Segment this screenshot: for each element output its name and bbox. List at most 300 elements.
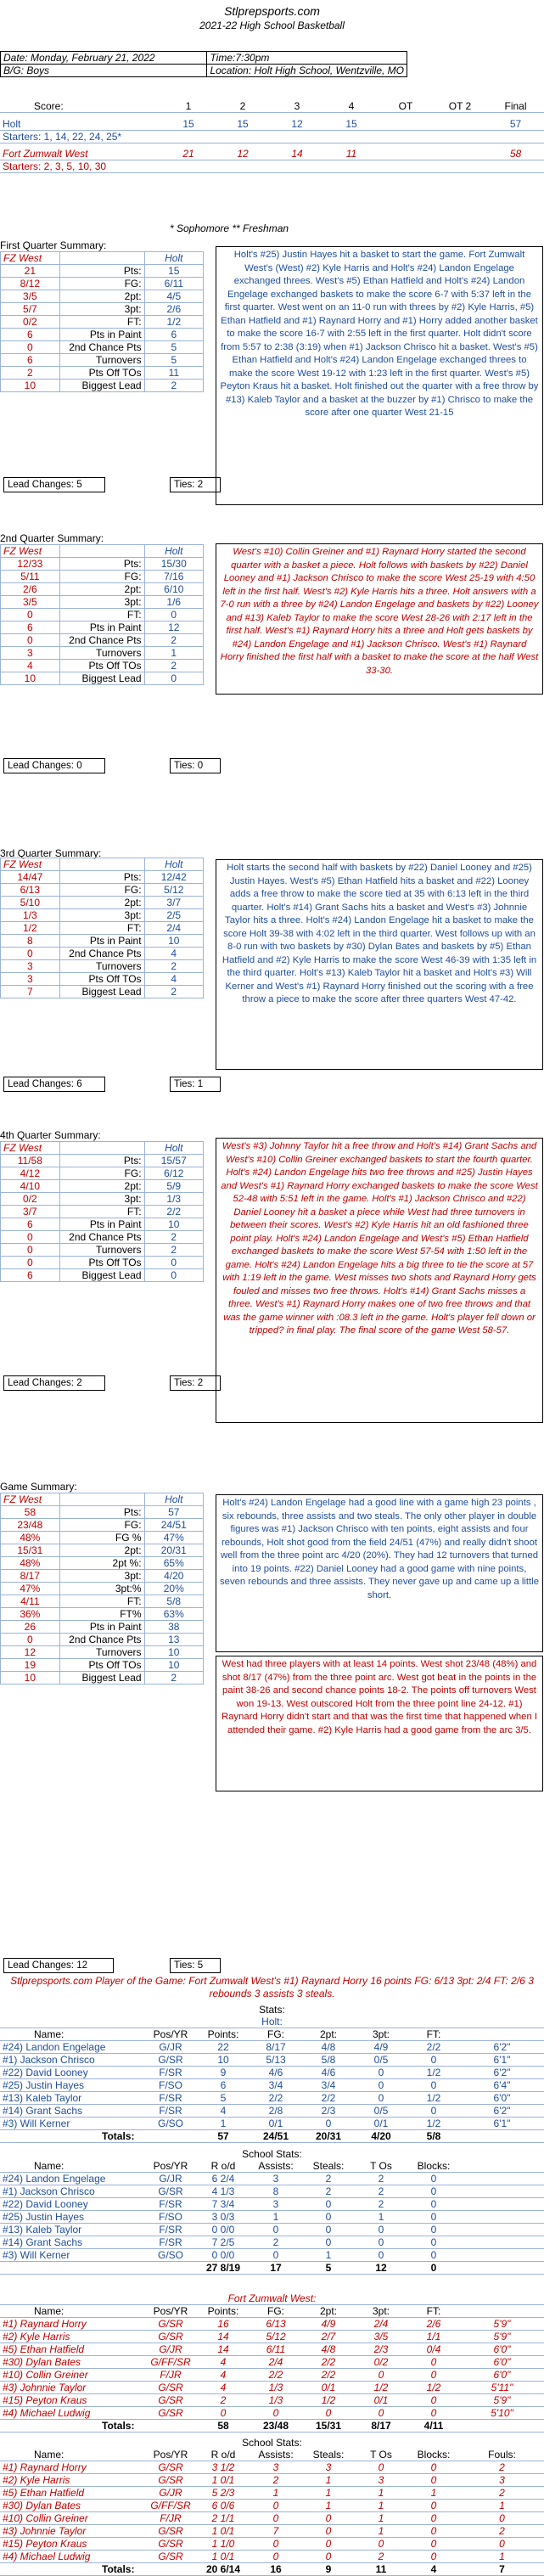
player-stat: 1 1/0 (197, 2538, 250, 2551)
away-stat-value: 8/17 (1, 1570, 60, 1583)
player-stat: 5'9" (460, 2318, 544, 2331)
stat-label: 2pt: (59, 583, 144, 596)
player-name: #25) Justin Hayes (0, 2079, 144, 2092)
home-head: Holt (144, 252, 203, 265)
away-stat-value: 26 (1, 1621, 60, 1634)
player-stat: 6'1" (460, 2054, 544, 2067)
west_box-player-row (0, 2343, 544, 2356)
player-name: #22) David Looney (0, 2198, 144, 2211)
summary-stat-row (1, 1608, 204, 1621)
player-stat: 0 (407, 2211, 460, 2224)
player-stat: F/SR (144, 2092, 197, 2105)
away-stat-value: 5/7 (1, 303, 60, 316)
player-stat: 5/13 (250, 2054, 302, 2067)
player-stat: 0 (407, 2500, 460, 2512)
away-q2: 12 (216, 148, 270, 160)
away-stat-value: 1/3 (1, 909, 60, 922)
stat-label: 3pt: (59, 1570, 144, 1583)
player-stat: 2 (460, 2461, 544, 2474)
player-stat: 1/2 (407, 2067, 460, 2079)
away-stat-value: 0 (1, 341, 60, 354)
player-stat: 0 (302, 2538, 355, 2551)
west_box-team-name: Fort Zumwalt West: (0, 2292, 544, 2305)
stat-label: Pts in Paint (59, 622, 144, 634)
player-name: #3) Johnnie Taylor (0, 2525, 144, 2538)
quarter-stat-row (1, 1206, 204, 1218)
stat-label: Pts: (59, 265, 144, 278)
holt_box-player-row (0, 2118, 544, 2130)
player-stat: 0/5 (355, 2105, 407, 2118)
stat-label: FT: (59, 316, 144, 329)
quarter-title-4: 4th Quarter Summary: (0, 1129, 101, 1141)
home-stat-value: 12 (144, 622, 203, 634)
player-stat (460, 2236, 544, 2249)
holt_school-table (0, 2148, 544, 2275)
total-stat (460, 2262, 544, 2275)
game-gender: B/G: Boys (1, 65, 207, 77)
total-stat: 4/20 (355, 2130, 407, 2143)
home-stat-value: 4/20 (144, 1570, 203, 1583)
player-stat: 0/1 (250, 2118, 302, 2130)
stat-label: 2nd Chance Pts (59, 341, 144, 354)
ties-2: Ties: 0 (170, 758, 221, 773)
quarter-stat-row (1, 871, 204, 884)
player-stat: 2/3 (355, 2343, 407, 2356)
stat-label: Pts in Paint (59, 935, 144, 948)
quarter-stat-row (1, 948, 204, 960)
home-stat-value: 2 (144, 660, 203, 672)
west_box-head-row (0, 2305, 544, 2318)
stat-label: 3pt: (59, 1193, 144, 1206)
quarter-stat-row (1, 1269, 204, 1282)
west_school-table (0, 2437, 544, 2576)
quarter-stats-head (1, 545, 204, 558)
home-stat-value: 15/57 (144, 1155, 203, 1167)
player-stat: 2 (250, 2236, 302, 2249)
stat-label: Biggest Lead (59, 1672, 144, 1685)
quarter-stat-row (1, 647, 204, 660)
summary-story-holt: Holt's #24) Landon Engelage had a good line with a game high 23 points , six rebounds, three assists and two steals. The only other player in double figures was #1) Jackson Chrisco with ten points, eight assists and four rebounds, Holt shot good from the field 24/51 (47%) and really didn't shoot well from the three point arc 4/20 (20%). They had 12 turnovers that turned into 19 points. #22) Daniel Looney had a good game with nine points, seven rebounds and three assists. They never gave up and came up a little short. (216, 1494, 543, 1652)
home-stat-value: 2/6 (144, 303, 203, 316)
player-stat: 3 (250, 2198, 302, 2211)
player-stat: 3 (460, 2474, 544, 2487)
holt_school-col-head: Pos/YR (144, 2160, 197, 2173)
total-stat: 23/48 (250, 2420, 302, 2433)
player-stat: 9 (197, 2067, 250, 2079)
west_box-col-head: Pos/YR (144, 2305, 197, 2318)
player-stat: 0 (355, 2461, 407, 2474)
away-stat-value: 6 (1, 622, 60, 634)
player-stat: 3/4 (250, 2079, 302, 2092)
player-stat: 0 (302, 2236, 355, 2249)
player-name: #3) Will Kerner (0, 2118, 144, 2130)
quarter-stats-head (1, 858, 204, 871)
holt_box-col-head: 2pt: (302, 2028, 355, 2041)
player-stat: 2 (355, 2551, 407, 2563)
home-head: Holt (144, 1142, 203, 1155)
total-stat: 16 (250, 2563, 302, 2576)
quarter-stat-row (1, 265, 204, 278)
player-stat: 3 0/3 (197, 2211, 250, 2224)
player-stat: 0 (250, 2551, 302, 2563)
west_school-col-head: R o/d (197, 2449, 250, 2461)
home-head: Holt (144, 858, 203, 871)
player-stat: 2 (460, 2487, 544, 2500)
player-stat: 6/13 (250, 2318, 302, 2331)
player-stat: 2 (302, 2173, 355, 2185)
player-stat: 1/3 (250, 2394, 302, 2407)
home-stat-value: 2 (144, 960, 203, 973)
player-stat: 1 (250, 2487, 302, 2500)
player-stat: 2 (250, 2474, 302, 2487)
player-stat: 4/8 (302, 2041, 355, 2054)
quarter-stat-row (1, 1167, 204, 1180)
holt_box-col-head: Name: (0, 2028, 144, 2041)
home-team-name: Holt (0, 118, 161, 131)
home-stat-value: 5/9 (144, 1180, 203, 1193)
west_box-player-row (0, 2394, 544, 2407)
player-stat: G/SO (144, 2249, 197, 2262)
score-table (0, 100, 544, 173)
player-of-the-game: Stlprepsports.com Player of the Game: Fort Zumwalt West's #1) Raynard Horry 16 points FG: 6/13 3pt: 2/4 FT: 2/6 3 rebounds 3 assists 3 steals. (10, 1975, 534, 1999)
player-name: #4) Michael Ludwig (0, 2551, 144, 2563)
player-stat: G/SR (144, 2318, 197, 2331)
away-head: FZ West (1, 252, 60, 265)
stat-label: Turnovers (59, 1244, 144, 1257)
stat-label: Pts: (59, 1506, 144, 1519)
stat-label: 2pt: (59, 290, 144, 303)
quarter-stat-row (1, 1231, 204, 1244)
player-stat: 3 (355, 2474, 407, 2487)
player-stat: 1 (302, 2249, 355, 2262)
player-name: #1) Raynard Horry (0, 2461, 144, 2474)
player-stat: 2 (355, 2185, 407, 2198)
away-stat-value: 0 (1, 1634, 60, 1646)
player-stat: 1 (460, 2500, 544, 2512)
player-stat: 1/2 (355, 2382, 407, 2394)
west_school-total-row (0, 2563, 544, 2576)
player-stat: G/SR (144, 2407, 197, 2420)
stat-label: 2nd Chance Pts (59, 634, 144, 647)
player-stat: 0 (355, 2079, 407, 2092)
stat-label: 2nd Chance Pts (59, 948, 144, 960)
player-stat: 2/4 (355, 2318, 407, 2331)
west_box-col-head (460, 2305, 544, 2318)
player-stat: 5'10" (460, 2407, 544, 2420)
game-date: Date: Monday, February 21, 2022 (1, 52, 207, 65)
quarter-stat-row (1, 960, 204, 973)
holt_school-player-row (0, 2198, 544, 2211)
stat-label: FG: (59, 1519, 144, 1532)
ties-1: Ties: 2 (170, 477, 221, 492)
west_school-player-row (0, 2512, 544, 2525)
player-stat: 0 (460, 2512, 544, 2525)
player-stat: G/SR (144, 2525, 197, 2538)
player-stat: 0 (407, 2198, 460, 2211)
player-stat: 4/8 (302, 2343, 355, 2356)
total-stat (144, 2420, 197, 2433)
home-stat-value: 7/16 (144, 571, 203, 583)
quarter-stat-row (1, 1193, 204, 1206)
home-stat-value: 5 (144, 341, 203, 354)
holt_school-player-row (0, 2211, 544, 2224)
summary-stat-row (1, 1583, 204, 1595)
player-stat: 0/1 (355, 2394, 407, 2407)
home-stat-value: 1 (144, 647, 203, 660)
away-stat-value: 10 (1, 672, 60, 685)
score-h-ot: OT (379, 100, 433, 113)
player-stat: 0 (250, 2538, 302, 2551)
home-stat-value: 6/11 (144, 278, 203, 290)
away-q3: 14 (270, 148, 324, 160)
home-stat-value: 2 (144, 1672, 203, 1685)
player-stat: 5 (197, 2092, 250, 2105)
player-stat: 2/4 (250, 2356, 302, 2369)
holt_box-table (0, 2004, 544, 2143)
player-stat: 1 (355, 2211, 407, 2224)
player-stat: 0 (407, 2249, 460, 2262)
ties-3: Ties: 1 (170, 1077, 221, 1092)
quarter-stat-row (1, 278, 204, 290)
holt_box-title: Stats: (259, 2004, 285, 2016)
player-stat (460, 2198, 544, 2211)
player-stat: G/SR (144, 2185, 197, 2198)
summary-stat-row (1, 1519, 204, 1532)
away-stat-value: 23/48 (1, 1519, 60, 1532)
player-stat: 7 (250, 2525, 302, 2538)
player-stat: 0 (407, 2551, 460, 2563)
home-stat-value: 2/2 (144, 1206, 203, 1218)
west_box-player-row (0, 2356, 544, 2369)
away-stat-value: 0 (1, 948, 60, 960)
holt_box-head-row (0, 2028, 544, 2041)
stat-label: 2nd Chance Pts (59, 1231, 144, 1244)
player-name: #24) Landon Engelage (0, 2041, 144, 2054)
player-stat: 2 1/1 (197, 2512, 250, 2525)
player-stat: 0/1 (355, 2118, 407, 2130)
home-stat-value: 6 (144, 329, 203, 341)
player-stat: 2 (460, 2525, 544, 2538)
stat-label: Biggest Lead (59, 986, 144, 998)
stat-label: FG: (59, 1167, 144, 1180)
player-stat: 0/1 (302, 2382, 355, 2394)
player-stat: 0 (302, 2407, 355, 2420)
player-stat: 10 (197, 2054, 250, 2067)
away-stat-value: 2 (1, 367, 60, 380)
player-stat: 0 (302, 2118, 355, 2130)
away-ot (379, 148, 433, 160)
totals-label (0, 2262, 144, 2275)
player-stat: 0 (355, 2092, 407, 2105)
holt_box-team-name: Holt: (0, 2016, 544, 2028)
player-stat: 1 0/1 (197, 2474, 250, 2487)
holt_school-col-head: Steals: (302, 2160, 355, 2173)
player-stat: 5/12 (250, 2331, 302, 2343)
quarter-stat-row (1, 660, 204, 672)
holt_school-head-row (0, 2160, 544, 2173)
player-stat: 1/1 (407, 2331, 460, 2343)
player-stat: 0 (302, 2198, 355, 2211)
stat-label: 3pt: (59, 909, 144, 922)
quarter-stats-table-2 (0, 544, 204, 685)
quarter-stats-head (1, 1142, 204, 1155)
player-stat: 6'0" (460, 2343, 544, 2356)
holt_box-col-head (460, 2028, 544, 2041)
player-stat: 0 (407, 2394, 460, 2407)
player-stat: 2 (302, 2185, 355, 2198)
player-stat: 4 1/3 (197, 2185, 250, 2198)
player-stat: 2/2 (250, 2092, 302, 2105)
home-q3: 12 (270, 118, 324, 131)
player-stat: 1/2 (407, 2092, 460, 2105)
player-stat: F/SR (144, 2067, 197, 2079)
quarter-stat-row (1, 1257, 204, 1269)
player-stat: F/SO (144, 2079, 197, 2092)
holt_box-col-head: FG: (250, 2028, 302, 2041)
player-stat: G/SR (144, 2331, 197, 2343)
player-name: #24) Landon Engelage (0, 2173, 144, 2185)
summary-stat-row (1, 1570, 204, 1583)
quarter-story-3: Holt starts the second half with baskets by #22) Daniel Looney and #25) Justin Hayes. West's #5) Ethan Hatfield hits a basket and #22) Looney adds a free throw to make the score tied at 35 with 6:13 left in the third quarter. Holt's #14) Grant Sachs hits a basket and West's #3) Johnnie Taylor hits a three. Holt's #24) Landon Engelage hit a basket to make the score Holt 39-38 with 4:02 left in the third quarter. West follows up with an 8-0 run with two baskets by #30) Dylan Bates and baskets by #5) Ethan Hatfield and #2) Kyle Harris to make the score West 46-39 with 1:35 left in the third quarter. Holt's #13) Kaleb Taylor hit a basket and Holt's #3) Will Kerner and West's #1) Raynard Horry finished out the scoring with a free throw a piece to make the score after three quarters West 47-42. (216, 859, 543, 1070)
player-stat: 7 3/4 (197, 2198, 250, 2211)
player-name: #3) Johnnie Taylor (0, 2382, 144, 2394)
player-stat: 4/6 (250, 2067, 302, 2079)
holt_school-player-row (0, 2185, 544, 2198)
home-stat-value: 0 (144, 609, 203, 622)
score-h-q3: 3 (270, 100, 324, 113)
score-home-row (0, 118, 544, 131)
holt_box-player-row (0, 2054, 544, 2067)
player-stat: 1 (197, 2118, 250, 2130)
quarter-story-1: Holt's #25) Justin Hayes hit a basket to start the game. Fort Zumwalt West's (West) #2) Kyle Harris and Holt's #24) Landon Engelage exchanged threes. West's #5) Ethan Hatfield and Holt's #24) Landon Engelage exchanged baskets to make the score 6-7 with 5:37 left in the first quarter. West went on an 11-0 run with threes by #2) Kyle Harris, #5) Ethan Hatfield and #1) Raynard Horry and #1) Horry added another basket to make the score 16-7 with 2:55 left in the first quarter. Holt didn't score from 5:57 to 2:38 (3:19) when #1) Jackson Chrisco hit a basket. West's #5) Ethan Hatfield and Holt's #24) Landon Engelage exchanged threes to make the score West 19-12 with 1:23 left in the first quarter. West's #5) Peyton Kraus hit a basket. Holt finished out the quarter with a free throw by #13) Kaleb Taylor and a basket at the buzzer by #1) Chrisco to make the score after one quarter West 21-15 (216, 246, 543, 505)
player-stat: 0 (302, 2211, 355, 2224)
west_box-player-row (0, 2331, 544, 2343)
player-stat: 0 (302, 2224, 355, 2236)
stat-label: 3pt:% (59, 1583, 144, 1595)
stat-label: Pts: (59, 1155, 144, 1167)
player-stat: 6 2/4 (197, 2173, 250, 2185)
player-stat: 2/2 (407, 2041, 460, 2054)
holt_school-title-row (0, 2148, 544, 2160)
holt_box-title-row (0, 2004, 544, 2016)
player-stat: 0 (460, 2538, 544, 2551)
player-stat: 0/5 (355, 2054, 407, 2067)
west_box-player-row (0, 2369, 544, 2382)
west_box-team-row (0, 2292, 544, 2305)
player-stat: 0 (407, 2105, 460, 2118)
away-stat-value: 2/6 (1, 583, 60, 596)
home-stat-value: 10 (144, 1659, 203, 1672)
holt_box-col-head: Points: (197, 2028, 250, 2041)
player-stat: 0 (197, 2407, 250, 2420)
quarter-stats-table-3 (0, 858, 204, 998)
player-stat: 3/4 (302, 2079, 355, 2092)
player-name: #10) Collin Greiner (0, 2512, 144, 2525)
player-stat: F/SR (144, 2198, 197, 2211)
away-stat-value: 5/10 (1, 897, 60, 909)
home-ot (379, 118, 433, 131)
home-stat-value: 10 (144, 935, 203, 948)
quarter-stats-table-1 (0, 251, 204, 392)
away-stat-value: 0 (1, 1231, 60, 1244)
home-stat-value: 38 (144, 1621, 203, 1634)
home-q1: 15 (161, 118, 216, 131)
player-name: #13) Kaleb Taylor (0, 2092, 144, 2105)
player-stat: G/JR (144, 2487, 197, 2500)
west_box-table (0, 2292, 544, 2433)
player-stat: 4 (197, 2369, 250, 2382)
quarter-stat-row (1, 1218, 204, 1231)
holt_box-player-row (0, 2041, 544, 2054)
away-stat-value: 0/2 (1, 1193, 60, 1206)
game-time: Time:7:30pm (207, 52, 407, 65)
player-stat: F/JR (144, 2369, 197, 2382)
away-stat-value: 0 (1, 609, 60, 622)
holt_school-col-head: Name: (0, 2160, 144, 2173)
holt_school-total-row (0, 2262, 544, 2275)
home-stat-value: 0 (144, 1269, 203, 1282)
quarter-stat-row (1, 609, 204, 622)
totals-label: Totals: (0, 2130, 144, 2143)
away-stat-value: 12 (1, 1646, 60, 1659)
player-stat: 1 (355, 2512, 407, 2525)
holt_school-col-head (460, 2160, 544, 2173)
stat-label: 3pt: (59, 303, 144, 316)
player-name: #1) Jackson Chrisco (0, 2054, 144, 2067)
home-stat-value: 6/12 (144, 1167, 203, 1180)
holt_box-total-row (0, 2130, 544, 2143)
west_school-col-head: Pos/YR (144, 2449, 197, 2461)
west_box-col-head: FG: (250, 2305, 302, 2318)
holt_box-player-row (0, 2092, 544, 2105)
player-name: #13) Kaleb Taylor (0, 2224, 144, 2236)
home-stat-value: 4 (144, 948, 203, 960)
player-name: #14) Grant Sachs (0, 2236, 144, 2249)
player-stat: 0 (407, 2369, 460, 2382)
score-header-row (0, 100, 544, 113)
player-name: #1) Jackson Chrisco (0, 2185, 144, 2198)
home-stat-value: 5/12 (144, 884, 203, 897)
stat-label: 2nd Chance Pts (59, 1634, 144, 1646)
away-head: FZ West (1, 858, 60, 871)
player-stat: 0 (355, 2067, 407, 2079)
player-stat: 2/2 (250, 2369, 302, 2382)
summary-stat-row (1, 1544, 204, 1557)
player-stat: G/JR (144, 2173, 197, 2185)
holt_school-player-row (0, 2224, 544, 2236)
west_school-col-head: Blocks: (407, 2449, 460, 2461)
game-info-table (0, 51, 407, 77)
score-h-ot2: OT 2 (433, 100, 487, 113)
stat-label: Pts Off TOs (59, 973, 144, 986)
total-stat (144, 2262, 197, 2275)
player-name: #30) Dylan Bates (0, 2500, 144, 2512)
player-stat: 1/2 (302, 2394, 355, 2407)
away-stat-value: 6 (1, 1218, 60, 1231)
lead-changes-2: Lead Changes: 0 (3, 758, 105, 773)
stat-label: Pts: (59, 558, 144, 571)
quarter-stat-row (1, 596, 204, 609)
summary-stat-row (1, 1532, 204, 1544)
player-name: #5) Ethan Hatfield (0, 2487, 144, 2500)
score-away-row (0, 148, 544, 160)
player-name: #30) Dylan Bates (0, 2356, 144, 2369)
player-stat: 6/11 (250, 2343, 302, 2356)
away-stat-value: 0 (1, 1257, 60, 1269)
west_school-player-row (0, 2461, 544, 2474)
away-stat-value: 48% (1, 1532, 60, 1544)
summary-title: Game Summary: (0, 1481, 77, 1493)
